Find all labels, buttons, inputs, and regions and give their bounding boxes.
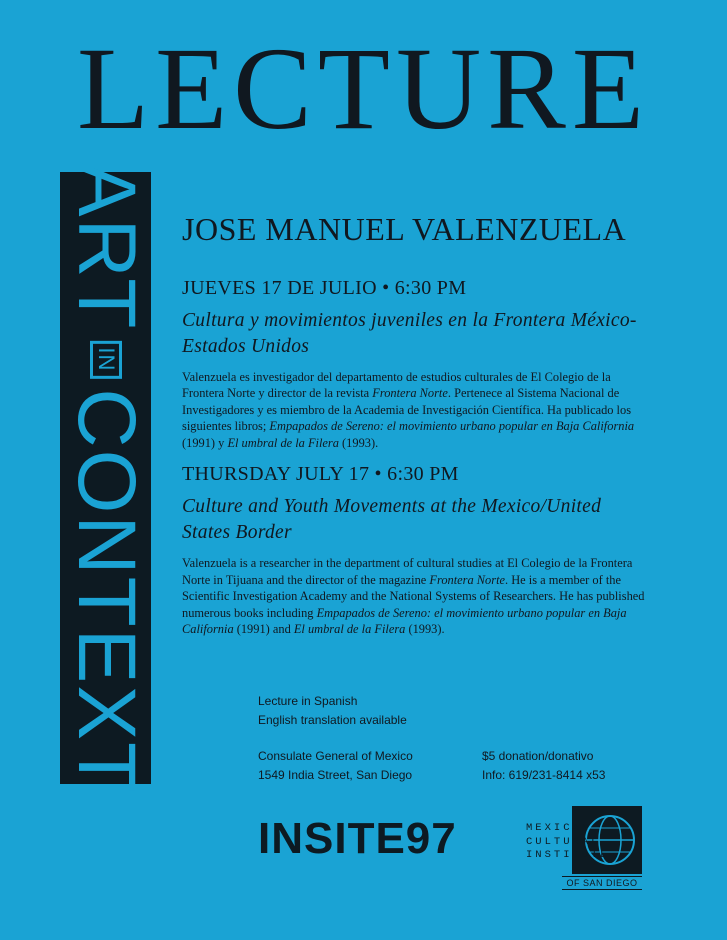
- mexican-cultural-institute-logo: [520, 806, 642, 890]
- poster-title: LECTURE: [77, 23, 650, 154]
- info-phone: Info: 619/231-8414 x53: [482, 767, 606, 782]
- spanish-bio-part: . Pertenece al Sistema Nacional de Investigadores y es miembro de la Academia de Investigación Científica. Ha publicado los siguientes libros;: [182, 386, 632, 434]
- spanish-bio-book2: El umbral de la Filera: [227, 435, 339, 450]
- spanish-bio-part: Valenzuela es investigador del departamento de estudios culturales de El Colegio de la Frontera Norte y director de la revista: [182, 369, 611, 401]
- lecture-language: Lecture in Spanish: [258, 694, 358, 708]
- spanish-bio: [182, 369, 652, 452]
- series-word-art: ART: [60, 161, 152, 331]
- venue-info: [258, 747, 482, 784]
- english-bio-part: (1993).: [405, 622, 445, 637]
- series-word-in: IN: [90, 340, 122, 378]
- english-bio-book2: El umbral de la Filera: [293, 622, 406, 637]
- series-word-context: CONTEXT: [60, 388, 152, 795]
- lecture-content: [182, 212, 652, 650]
- translation-note: English translation available: [258, 712, 407, 727]
- spanish-talk-title: Cultura y movimientos juveniles en la Frontera México-Estados Unidos: [182, 310, 637, 357]
- english-bio-part: Valenzuela is a researcher in the department of cultural studies at El Colegio de la Frontera Norte in Tijuana and the director of the magazine: [182, 556, 633, 587]
- spanish-bio-part: (1993).: [338, 435, 379, 450]
- mci-line: INSTITUTE: [526, 849, 610, 862]
- language-info: [258, 692, 658, 729]
- english-bio-part: (1991) and: [233, 622, 294, 637]
- spanish-bio-book1: Empapados de Sereno: el movimiento urbano popular en Baja California: [269, 419, 635, 434]
- event-details: [258, 692, 658, 784]
- mci-line: MEXICAN: [526, 822, 592, 834]
- english-bio-book1: Empapados de Sereno: el movimiento urbano popular en Baja California: [182, 605, 627, 637]
- admission-info: [482, 747, 605, 784]
- art-in-context-logo: [60, 161, 152, 795]
- mci-name: [526, 822, 610, 863]
- english-date-line: THURSDAY JULY 17 • 6:30 PM: [182, 463, 459, 486]
- venue-name: Consulate General of Mexico: [258, 749, 413, 764]
- speaker-name: JOSE MANUEL VALENZUELA: [182, 211, 627, 247]
- donation-text: $5 donation/donativo: [482, 749, 594, 764]
- english-bio-part: . He is a member of the Scientific Investigation Academy and the National Systems of Researchers. He has published numerous books including: [182, 572, 645, 620]
- english-talk-title: Culture and Youth Movements at the Mexico/United States Border: [182, 496, 602, 543]
- spanish-bio-part: (1991) y: [182, 435, 228, 450]
- english-bio: [182, 555, 652, 638]
- spanish-date-line: JUEVES 17 DE JULIO • 6:30 PM: [182, 277, 467, 300]
- venue-address: 1549 India Street, San Diego: [258, 767, 413, 782]
- english-bio-magazine: Frontera Norte: [429, 572, 506, 587]
- art-in-context-banner: [60, 161, 152, 795]
- mci-city: OF SAN DIEGO: [562, 876, 642, 890]
- spanish-bio-magazine: Frontera Norte: [372, 386, 448, 401]
- insite97-logo: INSITE97: [258, 814, 457, 863]
- mci-line: CULTURAL: [526, 835, 601, 848]
- venue-row: [258, 747, 658, 784]
